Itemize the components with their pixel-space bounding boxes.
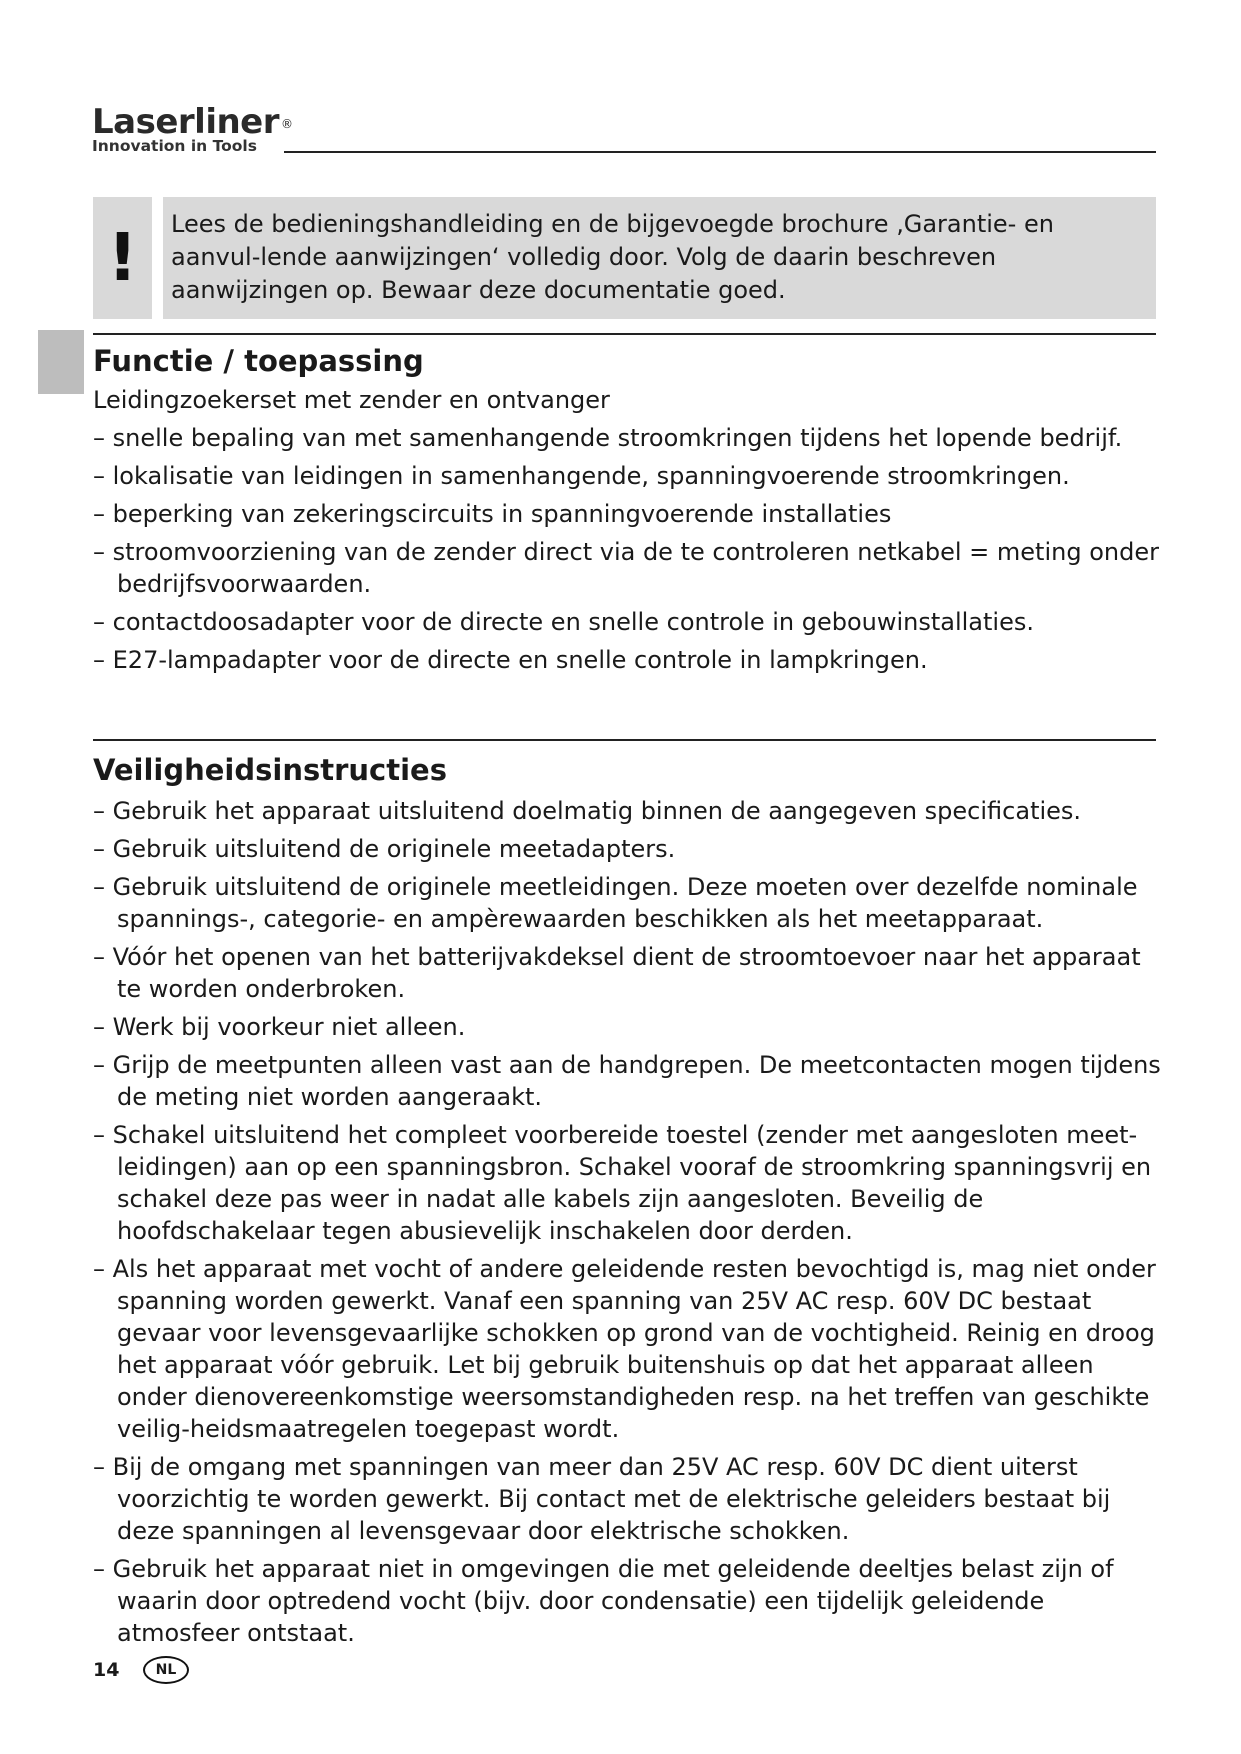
list-item: – Schakel uitsluitend het compleet voorbereide toestel (zender met aangesloten meet-leidingen) aan op een spanningsbron. Schakel vooraf de stroomkring spanningsvrij en schakel deze pas weer in nadat alle kabels zijn aangesloten. Beveilig de hoofdschakelaar tegen abusievelijk inschakelen door derden. — [93, 1121, 1152, 1245]
page-number: 14 — [93, 1659, 120, 1681]
list-item: – Grijp de meetpunten alleen vast aan de handgrepen. De meetcontacten mogen tijdens de meting niet worden aangeraakt. — [93, 1051, 1161, 1111]
header-rule — [284, 151, 1156, 153]
list-item: – Gebruik het apparaat uitsluitend doelmatig binnen de aangegeven specificaties. — [93, 797, 1082, 825]
list-item: – Gebruik het apparaat niet in omgevingen die met geleidende deeltjes belast zijn of waarin door optredend vocht (bijv. door condensatie) een tijdelijk geleidende atmosfeer ontstaat. — [93, 1555, 1114, 1647]
language-badge: NL — [143, 1656, 189, 1684]
function-section-body — [93, 385, 1163, 682]
list-item: – stroomvoorziening van de zender direct via de te controleren netkabel = meting onder bedrijfsvoorwaarden. — [93, 538, 1159, 598]
function-lead: Leidingzoekerset met zender en ontvanger — [93, 386, 610, 414]
list-item: – beperking van zekeringscircuits in spanningvoerende installaties — [93, 500, 892, 528]
list-item: – contactdoosadapter voor de directe en snelle controle in gebouwinstallaties. — [93, 608, 1034, 636]
exclamation-icon: ! — [107, 219, 138, 296]
notice-divider — [152, 197, 163, 319]
section-title-safety: Veiligheidsinstructies — [93, 753, 447, 787]
list-item: – E27-lampadapter voor de directe en snelle controle in lampkringen. — [93, 646, 928, 674]
notice-text: Lees de bedieningshandleiding en de bijgevoegde brochure ‚Garantie- en aanvul-lende aanwijzingen‘ volledig door. Volg de daarin beschreven aanwijzingen op. Bewaar deze documentatie goed. — [171, 210, 1054, 304]
section-rule-function — [93, 333, 1156, 335]
list-item: – Vóór het openen van het batterijvakdeksel dient de stroomtoevoer naar het apparaat te worden onderbroken. — [93, 943, 1141, 1003]
section-rule-safety — [93, 739, 1156, 741]
section-title-function: Functie / toepassing — [93, 344, 424, 378]
brand-tagline: Innovation in Tools — [92, 137, 257, 155]
list-item: – Gebruik uitsluitend de originele meetadapters. — [93, 835, 676, 863]
notice-box — [93, 197, 1156, 319]
registered-mark: ® — [281, 117, 293, 131]
list-item: – Bij de omgang met spanningen van meer dan 25V AC resp. 60V DC dient uiterst voorzichtig te worden gewerkt. Bij contact met de elektrische geleiders bestaat bij deze spanningen al levensgevaar door elektrische schokken. — [93, 1453, 1111, 1545]
chapter-tab-marker — [38, 330, 84, 394]
brand-logo — [92, 104, 293, 155]
function-list — [93, 422, 1163, 676]
safety-section-body — [93, 795, 1163, 1655]
list-item: – snelle bepaling van met samenhangende stroomkringen tijdens het lopende bedrijf. — [93, 424, 1123, 452]
safety-list — [93, 795, 1163, 1649]
list-item: – lokalisatie van leidingen in samenhangende, spanningvoerende stroomkringen. — [93, 462, 1070, 490]
list-item: – Gebruik uitsluitend de originele meetleidingen. Deze moeten over dezelfde nominale spannings-, categorie- en ampèrewaarden beschikken als het meetapparaat. — [93, 873, 1138, 933]
brand-name: Laserliner ® — [92, 102, 293, 142]
list-item: – Werk bij voorkeur niet alleen. — [93, 1013, 466, 1041]
list-item: – Als het apparaat met vocht of andere geleidende resten bevochtigd is, mag niet onder spanning worden gewerkt. Vanaf een spanning van 25V AC resp. 60V DC bestaat gevaar voor levensgevaarlijke schokken op grond van de vochtigheid. Reinig en droog het apparaat vóór gebruik. Let bij gebruik buitenshuis op dat het apparaat alleen onder dienovereenkomstige weersomstandigheden resp. na het treffen van geschikte veilig-heidsmaatregelen toegepast wordt. — [93, 1255, 1156, 1443]
